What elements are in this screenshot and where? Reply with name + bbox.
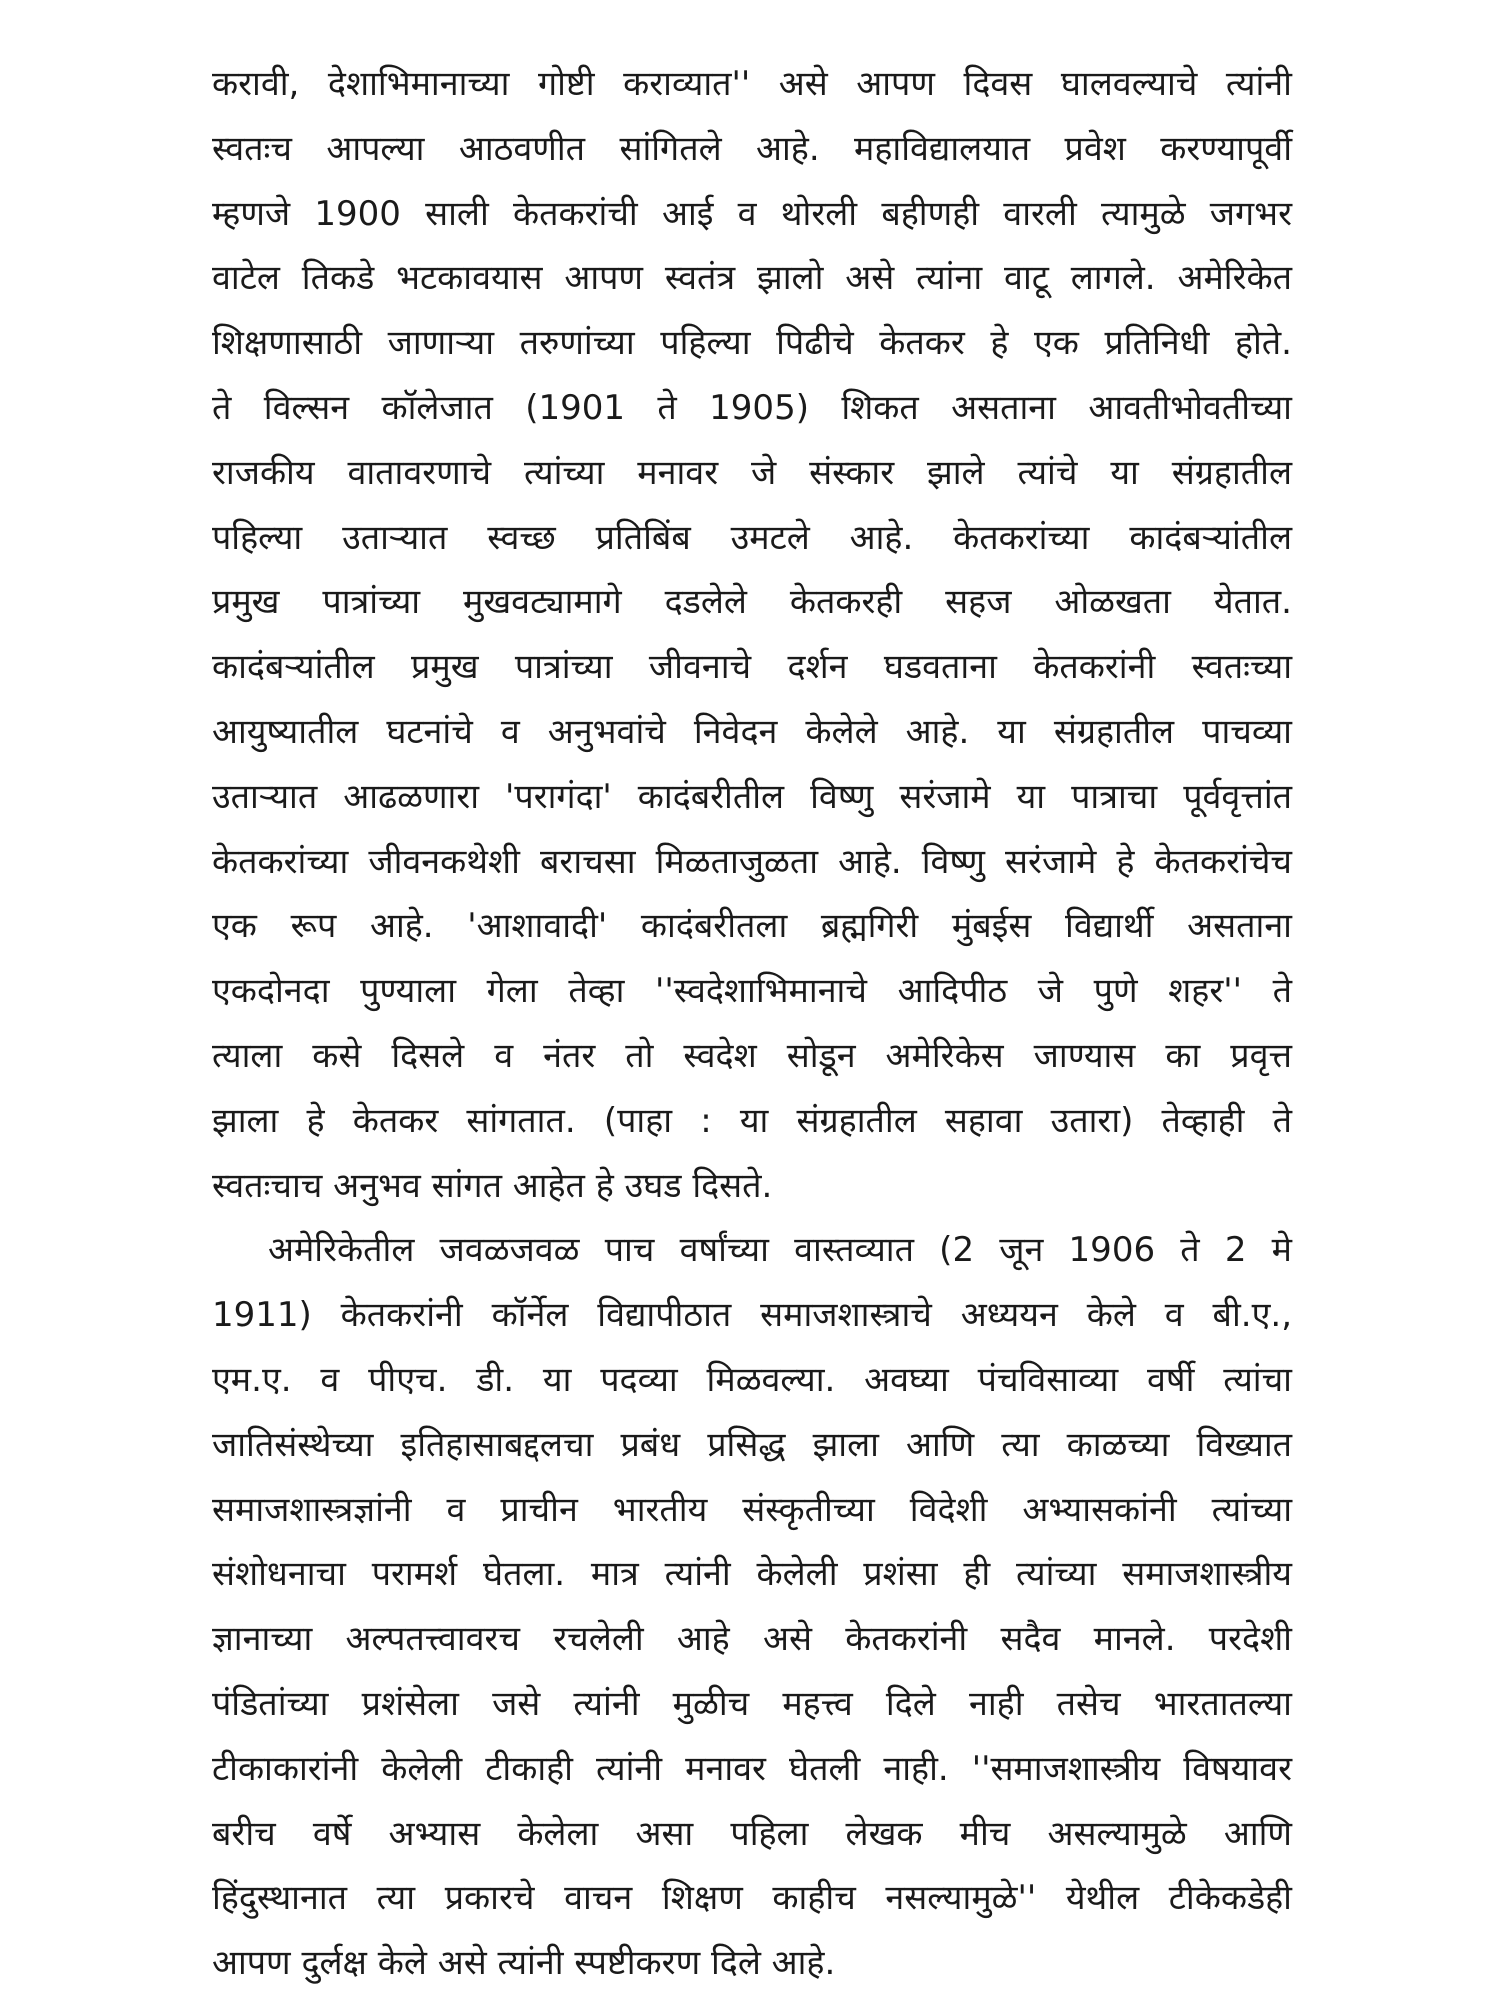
text-line: वाटेल तिकडे भटकावयास आपण स्वतंत्र झालो असे त्यांना वाटू लागले. अमेरिकेत xyxy=(212,258,1292,299)
text-line: केतकरांच्या जीवनकथेशी बराचसा मिळताजुळता आहे. विष्णु सरंजामे हे केतकरांचेच xyxy=(212,841,1292,882)
text-line: स्वतःचाच अनुभव सांगत आहेत हे उघड दिसते. xyxy=(212,1165,773,1206)
text-line: प्रमुख पात्रांच्या मुखवट्यामागे दडलेले केतकरही सहज ओळखता येतात. xyxy=(212,582,1292,623)
text-line: हिंदुस्थानात त्या प्रकारचे वाचन शिक्षण काहीच नसल्यामुळे'' येथील टीकेकडेही xyxy=(212,1878,1292,1919)
text-line: संशोधनाचा परामर्श घेतला. मात्र त्यांनी केलेली प्रशंसा ही त्यांच्या समाजशास्त्रीय xyxy=(212,1554,1292,1595)
body-text xyxy=(212,52,1292,1996)
text-line: आयुष्यातील घटनांचे व अनुभवांचे निवेदन केलेले आहे. या संग्रहातील पाचव्या xyxy=(212,711,1292,752)
text-line: त्याला कसे दिसले व नंतर तो स्वदेश सोडून अमेरिकेस जाण्यास का प्रवृत्त xyxy=(212,1035,1292,1076)
text-line: 1911) केतकरांनी कॉर्नेल विद्यापीठात समाजशास्त्राचे अध्ययन केले व बी.ए., xyxy=(212,1295,1292,1336)
text-line: आपण दुर्लक्ष केले असे त्यांनी स्पष्टीकरण दिले आहे. xyxy=(212,1943,836,1984)
text-line: स्वतःच आपल्या आठवणीत सांगितले आहे. महाविद्यालयात प्रवेश करण्यापूर्वी xyxy=(212,128,1292,169)
text-line: शिक्षणासाठी जाणाऱ्या तरुणांच्या पहिल्या पिढीचे केतकर हे एक प्रतिनिधी होते. xyxy=(212,323,1292,364)
text-line: झाला हे केतकर सांगतात. (पाहा : या संग्रहातील सहावा उतारा) तेव्हाही ते xyxy=(212,1100,1292,1141)
text-line: एक रूप आहे. 'आशावादी' कादंबरीतला ब्रह्मगिरी मुंबईस विद्यार्थी असताना xyxy=(212,906,1292,947)
text-line: ज्ञानाच्या अल्पतत्त्वावरच रचलेली आहे असे केतकरांनी सदैव मानले. परदेशी xyxy=(212,1619,1292,1660)
text-line: करावी, देशाभिमानाच्या गोष्टी कराव्यात'' असे आपण दिवस घालवल्याचे त्यांनी xyxy=(212,64,1292,104)
text-line: टीकाकारांनी केलेली टीकाही त्यांनी मनावर घेतली नाही. ''समाजशास्त्रीय विषयावर xyxy=(212,1748,1292,1789)
paragraph-1 xyxy=(212,52,1292,1218)
text-line: एकदोनदा पुण्याला गेला तेव्हा ''स्वदेशाभिमानाचे आदिपीठ जे पुणे शहर'' ते xyxy=(212,971,1292,1012)
text-line: समाजशास्त्रज्ञांनी व प्राचीन भारतीय संस्कृतीच्या विदेशी अभ्यासकांनी त्यांच्या xyxy=(212,1489,1292,1530)
text-line: म्हणजे 1900 साली केतकरांची आई व थोरली बहीणही वारली त्यामुळे जगभर xyxy=(212,193,1292,234)
text-line: कादंबऱ्यांतील प्रमुख पात्रांच्या जीवनाचे दर्शन घडवताना केतकरांनी स्वतःच्या xyxy=(212,647,1292,688)
text-line: ते विल्सन कॉलेजात (1901 ते 1905) शिकत असताना आवतीभोवतीच्या xyxy=(212,387,1292,428)
text-line: राजकीय वातावरणाचे त्यांच्या मनावर जे संस्कार झाले त्यांचे या संग्रहातील xyxy=(212,452,1292,493)
paragraph-2 xyxy=(212,1218,1292,1996)
text-line: पंडितांच्या प्रशंसेला जसे त्यांनी मुळीच महत्त्व दिले नाही तसेच भारतातल्या xyxy=(212,1683,1292,1724)
text-line: पहिल्या उताऱ्यात स्वच्छ प्रतिबिंब उमटले आहे. केतकरांच्या कादंबऱ्यांतील xyxy=(212,517,1292,558)
text-line: एम.ए. व पीएच. डी. या पदव्या मिळवल्या. अवघ्या पंचविसाव्या वर्षी त्यांचा xyxy=(212,1359,1292,1400)
text-line: उताऱ्यात आढळणारा 'परागंदा' कादंबरीतील विष्णु सरंजामे या पात्राचा पूर्ववृत्तांत xyxy=(212,776,1292,817)
text-line: जातिसंस्थेच्या इतिहासाबद्दलचा प्रबंध प्रसिद्ध झाला आणि त्या काळच्या विख्यात xyxy=(212,1424,1292,1465)
text-line: अमेरिकेतील जवळजवळ पाच वर्षांच्या वास्तव्यात (2 जून 1906 ते 2 मे xyxy=(268,1230,1292,1271)
text-line: बरीच वर्षे अभ्यास केलेला असा पहिला लेखक मीच असल्यामुळे आणि xyxy=(212,1813,1292,1854)
